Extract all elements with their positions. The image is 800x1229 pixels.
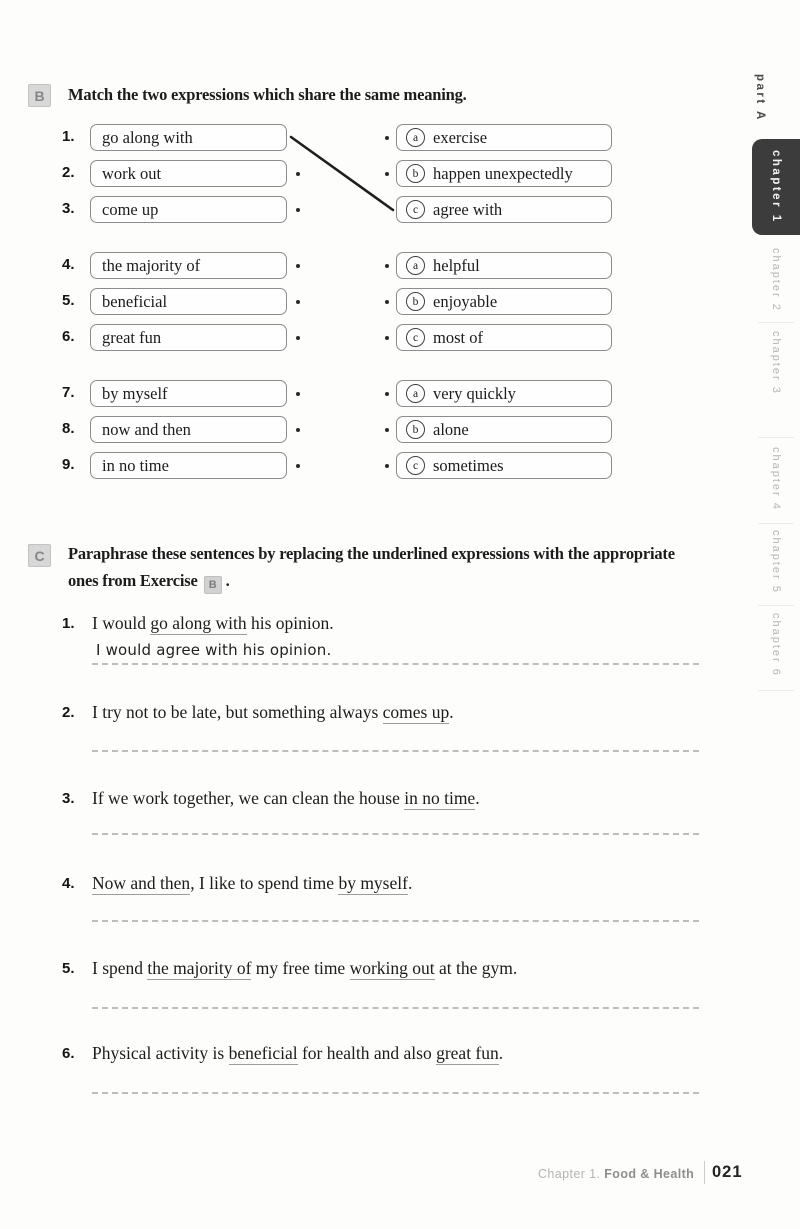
answer-line[interactable] (92, 1092, 699, 1094)
expression-label: great fun (102, 327, 162, 347)
expression-label: come up (102, 199, 159, 219)
item-number: 9. (62, 456, 75, 473)
expression-label: in no time (102, 455, 169, 475)
option-box[interactable] (396, 124, 612, 151)
match-dot-left[interactable] (296, 172, 300, 176)
expression-box[interactable] (90, 452, 287, 479)
option-letter: c (406, 456, 425, 475)
item-number: 2. (62, 164, 75, 181)
match-row (0, 416, 660, 444)
option-box[interactable] (396, 288, 612, 315)
option-box[interactable] (396, 380, 612, 407)
sentence-text: I would go along with his opinion. (92, 613, 334, 633)
sidebar-divider (758, 605, 794, 606)
match-dot-right[interactable] (385, 136, 389, 140)
part-a-label: part A (754, 74, 766, 122)
sentence-text: Physical activity is beneficial for health and also great fun. (92, 1043, 504, 1063)
expression-label: go along with (102, 127, 193, 147)
underlined-expression: Now and then (92, 873, 191, 893)
option-label: exercise (433, 127, 488, 147)
option-box[interactable] (396, 160, 612, 187)
sidebar-tab-chapter-2[interactable] (752, 248, 800, 312)
expression-box[interactable] (90, 196, 287, 223)
item-number: 1. (62, 128, 75, 145)
expression-box[interactable] (90, 416, 287, 443)
match-row (0, 452, 660, 480)
expression-box[interactable] (90, 288, 287, 315)
item-number: 7. (62, 384, 75, 401)
expression-box[interactable] (90, 160, 287, 187)
sentence-text: Now and then, I like to spend time by myself. (92, 873, 413, 893)
answer-line[interactable] (92, 750, 699, 752)
match-dot-left[interactable] (296, 428, 300, 432)
answer-line[interactable] (92, 833, 699, 835)
expression-label: the majority of (102, 255, 201, 275)
sentence-row (0, 788, 680, 818)
sentence-row (0, 958, 680, 988)
expression-box[interactable] (90, 252, 287, 279)
sidebar-divider (758, 322, 794, 323)
match-dot-right[interactable] (385, 300, 389, 304)
option-label: alone (433, 419, 469, 439)
sentence-number: 4. (62, 875, 75, 892)
answer-line[interactable] (92, 920, 699, 922)
match-dot-left[interactable] (296, 392, 300, 396)
option-label: happen unexpectedly (433, 163, 573, 183)
footer-divider (704, 1161, 705, 1184)
sidebar-divider (758, 523, 794, 524)
underlined-expression: comes up (382, 702, 450, 722)
match-dot-right[interactable] (385, 172, 389, 176)
sentence-row (0, 613, 680, 659)
sidebar-tab-chapter-4[interactable] (752, 447, 800, 511)
match-row (0, 288, 660, 316)
sentence-number: 2. (62, 704, 75, 721)
footer-chapter-title: Food & Health (604, 1167, 695, 1181)
match-row (0, 124, 660, 152)
item-number: 8. (62, 420, 75, 437)
expression-box[interactable] (90, 324, 287, 351)
option-box[interactable] (396, 324, 612, 351)
match-dot-right[interactable] (385, 264, 389, 268)
exercise-b-badge: B (28, 84, 51, 107)
option-letter: b (406, 292, 425, 311)
sentence-number: 5. (62, 960, 75, 977)
option-letter: a (406, 128, 425, 147)
sidebar-tab-chapter-3[interactable] (752, 331, 800, 395)
sentence-number: 6. (62, 1045, 75, 1062)
match-dot-left[interactable] (296, 264, 300, 268)
sentence-row (0, 702, 680, 732)
match-dot-left[interactable] (296, 300, 300, 304)
expression-label: work out (102, 163, 162, 183)
sidebar-tab-label: chapter 1 (770, 150, 782, 224)
match-row (0, 324, 660, 352)
exercise-c-badge: C (28, 544, 51, 567)
sidebar-tab-label: chapter 3 (770, 331, 782, 395)
option-label: very quickly (433, 383, 516, 403)
underlined-expression: beneficial (228, 1043, 298, 1063)
match-dot-left[interactable] (296, 464, 300, 468)
match-row (0, 252, 660, 280)
answer-line[interactable] (92, 1007, 699, 1009)
underlined-expression: great fun (436, 1043, 499, 1063)
option-letter: c (406, 328, 425, 347)
underlined-expression: by myself (338, 873, 408, 893)
exercise-b-title: Match the two expressions which share the same meaning. (68, 85, 467, 104)
match-dot-right[interactable] (385, 392, 389, 396)
sidebar-divider (758, 690, 794, 691)
sentence-text: I try not to be late, but something always comes up. (92, 702, 454, 722)
exercise-c-title-line1: Paraphrase these sentences by replacing the underlined expressions with the appropriate (68, 544, 675, 563)
item-number: 3. (62, 200, 75, 217)
answer-line[interactable] (92, 663, 699, 665)
item-number: 6. (62, 328, 75, 345)
sentence-text: I spend the majority of my free time working out at the gym. (92, 958, 518, 978)
option-box[interactable] (396, 252, 612, 279)
sidebar-tab-chapter-1[interactable] (752, 139, 800, 235)
match-dot-left[interactable] (296, 336, 300, 340)
sidebar-divider (758, 437, 794, 438)
option-letter: b (406, 164, 425, 183)
underlined-expression: go along with (150, 613, 247, 633)
expression-label: by myself (102, 383, 168, 403)
expression-box[interactable] (90, 124, 287, 151)
option-label: most of (433, 327, 483, 347)
footer-chapter-label: Chapter 1. (538, 1167, 601, 1181)
match-row (0, 380, 660, 408)
sentence-text: If we work together, we can clean the house in no time. (92, 788, 480, 808)
option-letter: b (406, 420, 425, 439)
option-label: enjoyable (433, 291, 498, 311)
sentence-row (0, 1043, 680, 1073)
sidebar-tab-label: chapter 5 (770, 530, 782, 594)
sidebar-tab-label: chapter 6 (770, 613, 782, 677)
match-dot-right[interactable] (385, 464, 389, 468)
match-dot-right[interactable] (385, 428, 389, 432)
option-letter: a (406, 256, 425, 275)
handwritten-answer: I would agree with his opinion. (96, 641, 332, 659)
item-number: 4. (62, 256, 75, 273)
sentence-number: 3. (62, 790, 75, 807)
sidebar-tab-label: chapter 2 (770, 248, 782, 312)
footer-page-number: 021 (712, 1163, 743, 1181)
exercise-c-title-line2: ones from Exercise B . (68, 571, 230, 594)
option-letter: c (406, 200, 425, 219)
exercise-b-ref-badge: B (204, 576, 222, 594)
option-label: helpful (433, 255, 480, 275)
match-dot-left[interactable] (296, 208, 300, 212)
expression-box[interactable] (90, 380, 287, 407)
footer-chapter (538, 1167, 694, 1181)
option-label: agree with (433, 199, 503, 219)
option-box[interactable] (396, 196, 612, 223)
option-letter: a (406, 384, 425, 403)
expression-label: beneficial (102, 291, 168, 311)
option-label: sometimes (433, 455, 504, 475)
sentence-number: 1. (62, 615, 75, 632)
sentence-row (0, 873, 680, 903)
option-box[interactable] (396, 452, 612, 479)
underlined-expression: working out (349, 958, 435, 978)
item-number: 5. (62, 292, 75, 309)
match-dot-right[interactable] (385, 336, 389, 340)
match-row (0, 196, 660, 224)
sidebar-tab-label: chapter 4 (770, 447, 782, 511)
sidebar-tab-chapter-5[interactable] (752, 530, 800, 594)
expression-label: now and then (102, 419, 191, 439)
sidebar-tab-chapter-6[interactable] (752, 613, 800, 677)
option-box[interactable] (396, 416, 612, 443)
underlined-expression: in no time (404, 788, 476, 808)
underlined-expression: the majority of (147, 958, 252, 978)
match-row (0, 160, 660, 188)
